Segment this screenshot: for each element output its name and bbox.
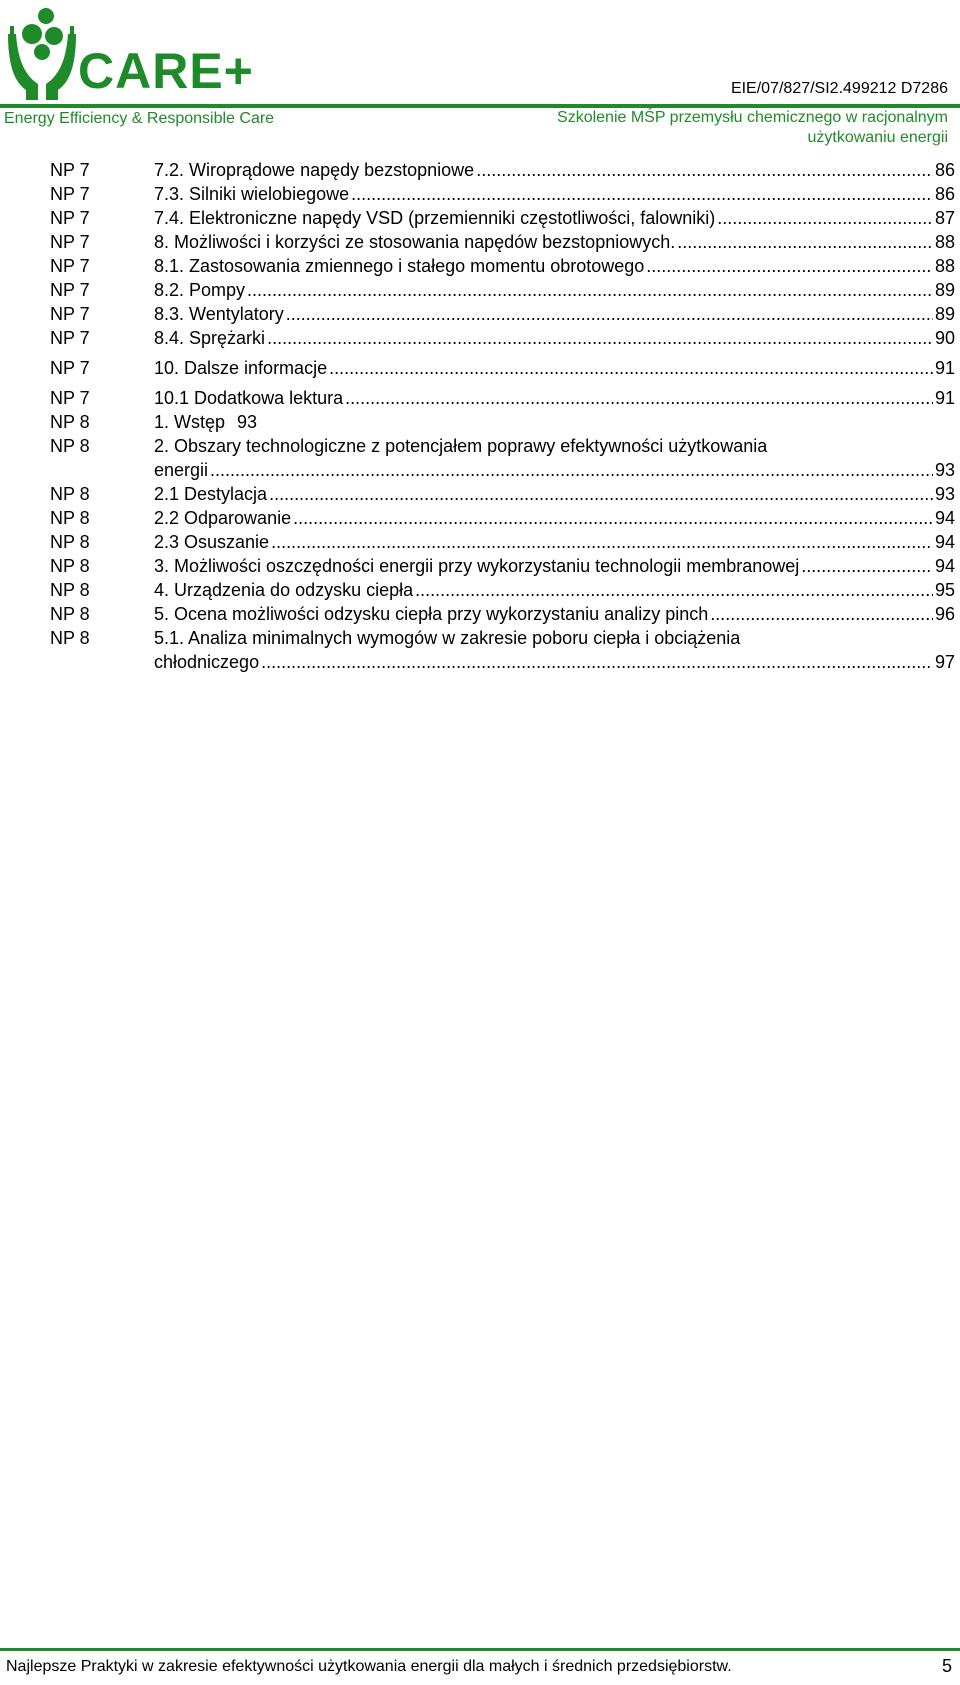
- footer-divider: [0, 1648, 960, 1651]
- toc-entry[interactable]: [154, 434, 955, 482]
- toc-page-number: 94: [934, 556, 955, 576]
- logo-subtitle: Energy Efficiency & Responsible Care: [4, 110, 275, 127]
- toc-row: [50, 254, 955, 278]
- toc-module-label: NP 8: [50, 484, 90, 504]
- toc-row: [50, 356, 955, 380]
- toc-page-number: 94: [934, 508, 955, 528]
- toc-page-number: 88: [934, 232, 955, 252]
- toc-entry[interactable]: [154, 602, 955, 626]
- toc-page-number: 90: [934, 328, 955, 348]
- toc-leader-dots: [345, 386, 933, 410]
- toc-title-line1: 5.1. Analiza minimalnych wymogów w zakresie poboru ciepła i obciążenia: [154, 628, 741, 648]
- toc-title: 10.1 Dodatkowa lektura: [154, 388, 344, 408]
- toc-title: 8.1. Zastosowania zmiennego i stałego momentu obrotowego: [154, 256, 645, 276]
- toc-row: [50, 410, 955, 434]
- toc-leader-dots: [267, 326, 933, 350]
- toc-page-number: 96: [934, 604, 955, 624]
- toc-title: energii: [154, 460, 209, 480]
- toc-title: chłodniczego: [154, 652, 260, 672]
- toc-page-number: 93: [934, 460, 955, 480]
- toc-module-label: NP 7: [50, 232, 90, 252]
- toc-title: 10. Dalsze informacje: [154, 358, 328, 378]
- toc-page-number: 91: [934, 358, 955, 378]
- toc-row: [50, 326, 955, 350]
- toc-module-label: NP 7: [50, 208, 90, 228]
- toc-entry[interactable]: [154, 506, 955, 530]
- toc-module-label: NP 8: [50, 604, 90, 624]
- toc-module-label: NP 7: [50, 160, 90, 180]
- toc-module-label: NP 8: [50, 532, 90, 552]
- toc-leader-dots: [329, 356, 933, 380]
- toc-entry[interactable]: [154, 182, 955, 206]
- toc-row: [50, 530, 955, 554]
- toc-module-label: NP 7: [50, 388, 90, 408]
- toc-entry[interactable]: [154, 206, 955, 230]
- toc-entry[interactable]: [154, 410, 955, 434]
- toc-module-label: NP 7: [50, 184, 90, 204]
- toc-row: [50, 626, 955, 674]
- toc-leader-dots: [801, 554, 933, 578]
- toc-module-label: NP 7: [50, 358, 90, 378]
- footer-text: Najlepsze Praktyki w zakresie efektywności użytkowania energii dla małych i średnich przedsiębiorstw.: [6, 1658, 732, 1675]
- toc-module-label: NP 7: [50, 328, 90, 348]
- toc-page-number: 86: [934, 184, 955, 204]
- toc-leader-dots: [476, 158, 933, 182]
- toc-page-number: 86: [934, 160, 955, 180]
- toc-leader-dots: [677, 230, 933, 254]
- toc-entry[interactable]: [154, 254, 955, 278]
- toc-title: 3. Możliwości oszczędności energii przy wykorzystaniu technologii membranowej: [154, 556, 800, 576]
- toc-page-number: 88: [934, 256, 955, 276]
- toc-title: 8.4. Sprężarki: [154, 328, 266, 348]
- toc-leader-dots: [717, 206, 933, 230]
- toc-leader-dots: [646, 254, 933, 278]
- training-title: Szkolenie MŚP przemysłu chemicznego w racjonalnym użytkowaniu energii: [557, 109, 948, 146]
- toc-module-label: NP 8: [50, 580, 90, 600]
- toc-page-number: 89: [934, 304, 955, 324]
- toc-leader-dots: [293, 506, 933, 530]
- toc-page-number: 87: [934, 208, 955, 228]
- toc-module-label: NP 8: [50, 628, 90, 648]
- toc-leader-dots: [415, 578, 933, 602]
- toc-leader-dots: [710, 602, 933, 626]
- toc-row: [50, 506, 955, 530]
- toc-row: [50, 482, 955, 506]
- toc-row: [50, 278, 955, 302]
- toc-module-label: NP 8: [50, 508, 90, 528]
- toc-leader-dots: [271, 530, 933, 554]
- toc-title: 1. Wstęp: [154, 412, 226, 432]
- toc-row: [50, 230, 955, 254]
- toc-leader-dots: [261, 650, 933, 674]
- page-header: [0, 0, 960, 150]
- toc-leader-dots: [286, 302, 933, 326]
- toc-row: [50, 206, 955, 230]
- toc-page-number: 95: [934, 580, 955, 600]
- toc-title: 2.3 Osuszanie: [154, 532, 270, 552]
- toc-title-line1: 2. Obszary technologiczne z potencjałem poprawy efektywności użytkowania: [154, 436, 768, 456]
- toc-module-label: NP 8: [50, 412, 90, 432]
- toc-module-label: NP 7: [50, 280, 90, 300]
- toc-title: 7.4. Elektroniczne napędy VSD (przemienniki częstotliwości, falowniki): [154, 208, 716, 228]
- toc-title: 7.2. Wiroprądowe napędy bezstopniowe: [154, 160, 475, 180]
- toc-page-number: 89: [934, 280, 955, 300]
- toc-leader-dots: [269, 482, 933, 506]
- toc-title: 2.2 Odparowanie: [154, 508, 292, 528]
- toc-title: 4. Urządzenia do odzysku ciepła: [154, 580, 414, 600]
- toc-entry[interactable]: [154, 302, 955, 326]
- toc-leader-dots: [210, 458, 933, 482]
- toc-row: [50, 182, 955, 206]
- toc-page-number: 91: [934, 388, 955, 408]
- toc-entry[interactable]: [154, 530, 955, 554]
- toc-row: [50, 602, 955, 626]
- toc-entry[interactable]: [154, 482, 955, 506]
- toc-leader-dots: [351, 182, 933, 206]
- toc-entry[interactable]: [154, 356, 955, 380]
- toc-row: [50, 434, 955, 482]
- document-reference: EIE/07/827/SI2.499212 D7286: [730, 80, 948, 97]
- toc-entry[interactable]: [154, 386, 955, 410]
- toc-entry[interactable]: [154, 626, 955, 674]
- toc-leader-dots: [247, 278, 933, 302]
- toc-entry[interactable]: [154, 326, 955, 350]
- toc-entry[interactable]: [154, 158, 955, 182]
- toc-title: 8.2. Pompy: [154, 280, 246, 300]
- toc-entry[interactable]: [154, 278, 955, 302]
- toc-row: [50, 554, 955, 578]
- page-number: 5: [941, 1656, 952, 1676]
- toc-entry[interactable]: [154, 578, 955, 602]
- logo-wordmark: CARE+: [78, 43, 254, 99]
- toc-title: 8. Możliwości i korzyści ze stosowania napędów bezstopniowych.: [154, 232, 676, 252]
- toc-module-label: NP 8: [50, 436, 90, 456]
- toc-module-label: NP 8: [50, 556, 90, 576]
- toc-title: 2.1 Destylacja: [154, 484, 268, 504]
- table-of-contents: [50, 158, 955, 674]
- toc-module-label: NP 7: [50, 304, 90, 324]
- toc-page-number: 97: [934, 652, 955, 672]
- toc-row: [50, 578, 955, 602]
- toc-entry[interactable]: [154, 554, 955, 578]
- toc-module-label: NP 7: [50, 256, 90, 276]
- toc-title: 7.3. Silniki wielobiegowe: [154, 184, 350, 204]
- toc-row: [50, 302, 955, 326]
- toc-title: 8.3. Wentylatory: [154, 304, 284, 324]
- toc-row: [50, 386, 955, 410]
- toc-entry[interactable]: [154, 230, 955, 254]
- toc-row: [50, 158, 955, 182]
- toc-page-number: 93: [237, 412, 258, 432]
- toc-page-number: 94: [934, 532, 955, 552]
- toc-title: 5. Ocena możliwości odzysku ciepła przy wykorzystaniu analizy pinch: [154, 604, 709, 624]
- toc-page-number: 93: [934, 484, 955, 504]
